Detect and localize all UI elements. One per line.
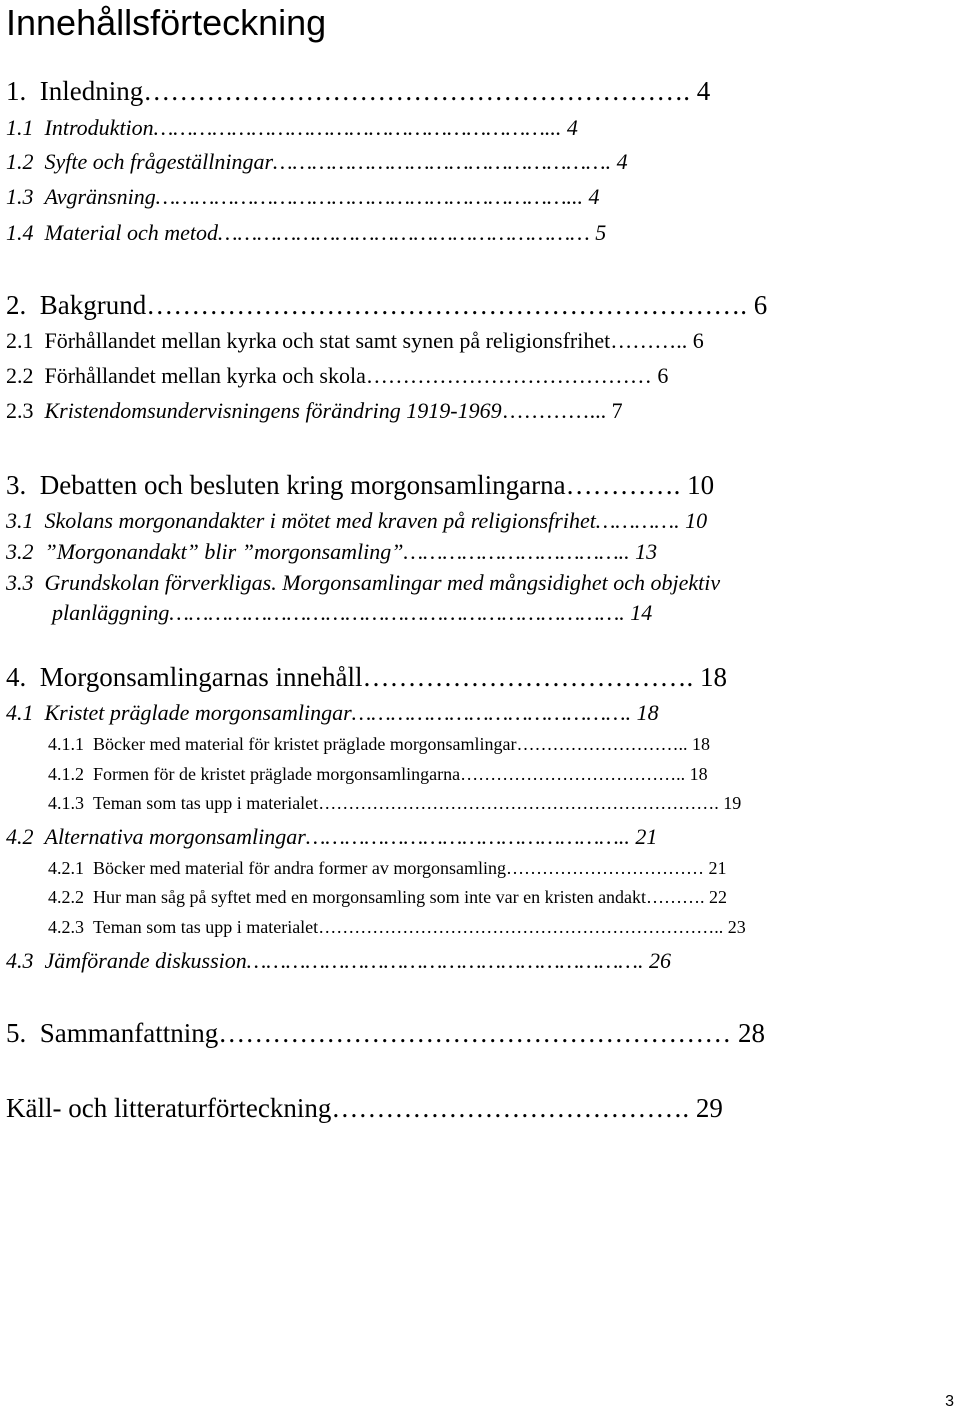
- toc-number: 2.3: [6, 398, 34, 423]
- toc-entry-4-1-3[interactable]: [48, 793, 741, 814]
- toc-title: Förhållandet mellan kyrka och stat samt synen på religionsfrihet: [44, 328, 611, 353]
- toc-page: . 10: [674, 508, 708, 533]
- toc-number: 4.2.2: [48, 887, 84, 907]
- toc-dots: …………………………………………………………: [318, 917, 715, 937]
- toc-title: Syfte och frågeställningar: [44, 149, 274, 174]
- toc-page: . 4: [683, 76, 711, 106]
- toc-entry-3[interactable]: [6, 470, 714, 501]
- toc-title: Käll- och litteraturförteckning: [6, 1093, 332, 1123]
- toc-entry-3-3-cont[interactable]: [52, 600, 652, 625]
- toc-entry-4-2-3[interactable]: [48, 917, 746, 938]
- toc-entry-4-2-1[interactable]: [48, 858, 727, 879]
- toc-number: 4.3: [6, 948, 34, 973]
- toc-number: 1.4: [6, 220, 34, 245]
- toc-number: 3.2: [6, 539, 34, 564]
- toc-page: . 4: [605, 149, 628, 174]
- toc-title: Teman som tas upp i materialet: [93, 793, 319, 813]
- toc-page: . 22: [700, 887, 728, 907]
- toc-entry-2-3[interactable]: [6, 398, 623, 423]
- toc-number: 4.1: [6, 700, 34, 725]
- toc-page: ... 7: [589, 398, 623, 423]
- toc-entry-2-1[interactable]: [6, 328, 704, 353]
- toc-entry-5[interactable]: [6, 1018, 765, 1049]
- toc-entry-3-3[interactable]: [6, 570, 720, 595]
- toc-entry-3-2[interactable]: [6, 539, 657, 564]
- toc-number: 3.1: [6, 508, 34, 533]
- toc-title: Material och metod: [44, 220, 219, 245]
- toc-entry-4[interactable]: [6, 662, 727, 693]
- toc-page: .. 21: [618, 824, 658, 849]
- toc-page: ... 4: [566, 184, 600, 209]
- toc-dots: ……………………………………………………: [246, 948, 638, 973]
- toc-number: 1.: [6, 76, 27, 106]
- toc-entry-4-2-2[interactable]: [48, 887, 727, 908]
- toc-dots: ………………………: [516, 734, 679, 754]
- toc-dots: ……………………………………………………: [143, 76, 684, 106]
- toc-number: 5.: [6, 1018, 27, 1048]
- toc-dots: ………………………………: [362, 662, 687, 692]
- toc-entry-4-1[interactable]: [6, 700, 659, 725]
- toc-entry-2[interactable]: [6, 290, 767, 321]
- toc-entry-bibliography[interactable]: [6, 1093, 723, 1124]
- toc-entry-4-3[interactable]: [6, 948, 671, 973]
- toc-entry-4-2[interactable]: [6, 824, 657, 849]
- toc-page: . 14: [619, 600, 653, 625]
- toc-title: Morgonsamlingarnas innehåll: [39, 662, 363, 692]
- toc-title: Introduktion: [44, 115, 154, 140]
- toc-entry-1-3[interactable]: [6, 184, 600, 209]
- toc-dots: …………………………………: [365, 363, 652, 388]
- toc-title: Teman som tas upp i materialet: [93, 917, 319, 937]
- toc-number: 2.1: [6, 328, 34, 353]
- toc-entry-2-2[interactable]: [6, 363, 668, 388]
- toc-entry-4-1-1[interactable]: [48, 734, 710, 755]
- toc-dots: ……………………………: [506, 858, 705, 878]
- toc-title: Förhållandet mellan kyrka och skola: [44, 363, 366, 388]
- toc-page: ... 4: [544, 115, 578, 140]
- toc-dots: …………………………………………………: [218, 1018, 732, 1048]
- toc-page: . 18: [686, 662, 727, 692]
- toc-number: 1.3: [6, 184, 34, 209]
- toc-page: .. 18: [678, 734, 711, 754]
- toc-page: 6: [651, 363, 669, 388]
- toc-title: Jämförande diskussion: [44, 948, 247, 973]
- toc-number: 4.1.3: [48, 793, 84, 813]
- toc-dots: ……………………………………………………: [153, 115, 545, 140]
- toc-entry-1[interactable]: [6, 76, 710, 107]
- toc-title: Böcker med material för kristet präglade morgonsamlingar: [93, 734, 517, 754]
- toc-dots: ……………………………: [403, 539, 619, 564]
- toc-number: 4.2: [6, 824, 34, 849]
- toc-entry-1-1[interactable]: [6, 115, 578, 140]
- toc-title: Kristendomsundervisningens förändring 1919-1969: [44, 398, 502, 423]
- toc-title: Grundskolan förverkligas. Morgonsamlingar med mångsidighet och objektiv: [44, 570, 721, 595]
- toc-dots: ……………………………………………………………: [169, 600, 620, 625]
- toc-title: Kristet präglade morgonsamlingar: [44, 700, 352, 725]
- toc-dots: ………………………………: [460, 764, 677, 784]
- toc-page: 28: [731, 1018, 765, 1048]
- toc-number: 4.1.2: [48, 764, 84, 784]
- toc-page: . 10: [673, 470, 715, 500]
- toc-dots: …………………………………………………………: [318, 793, 715, 813]
- toc-entry-1-2[interactable]: [6, 149, 628, 174]
- page-number: 3: [945, 1393, 954, 1410]
- toc-dots: ………: [610, 328, 677, 353]
- toc-dots: ……………………………………: [351, 700, 626, 725]
- toc-title: Hur man såg på syftet med en morgonsamling som inte var en kristen andakt: [93, 887, 647, 907]
- toc-dots: …………………………………: [331, 1093, 683, 1123]
- toc-page: . 6: [740, 290, 768, 320]
- toc-page: 21: [704, 858, 727, 878]
- toc-title: Böcker med material för andra former av morgonsamling: [93, 858, 507, 878]
- toc-title: Sammanfattning: [39, 1018, 219, 1048]
- toc-page: .. 13: [618, 539, 658, 564]
- toc-entry-3-1[interactable]: [6, 508, 707, 533]
- toc-page: 5: [589, 220, 607, 245]
- toc-number: 4.: [6, 662, 27, 692]
- toc-dots: …………………………………………………………: [146, 290, 741, 320]
- toc-page: . 19: [714, 793, 742, 813]
- toc-title: planläggning: [52, 600, 170, 625]
- toc-dots: …………: [595, 508, 675, 533]
- toc-dots: ………………………………………………………: [155, 184, 567, 209]
- toc-page: . 29: [682, 1093, 723, 1123]
- toc-title: ”Morgonandakt” blir ”morgonsamling”: [44, 539, 404, 564]
- toc-number: 4.1.1: [48, 734, 84, 754]
- page-title: Innehållsförteckning: [6, 2, 327, 43]
- toc-dots: ……………………………………………: [273, 149, 606, 174]
- toc-number: 3.3: [6, 570, 34, 595]
- toc-title: Avgränsning: [44, 184, 156, 209]
- toc-number: 1.1: [6, 115, 34, 140]
- toc-title: Bakgrund: [39, 290, 147, 320]
- toc-title: Alternativa morgonsamlingar: [44, 824, 306, 849]
- toc-title: Skolans morgonandakter i mötet med kraven på religionsfrihet: [44, 508, 596, 533]
- toc-dots: ………: [646, 887, 701, 907]
- toc-number: 4.2.3: [48, 917, 84, 937]
- toc-page: . 26: [638, 948, 671, 973]
- toc-dots: …………………………………………………: [218, 220, 590, 245]
- toc-number: 2.: [6, 290, 27, 320]
- toc-dots: …………: [565, 470, 674, 500]
- toc-title: Inledning: [39, 76, 144, 106]
- toc-page: .. 23: [714, 917, 746, 937]
- toc-entry-4-1-2[interactable]: [48, 764, 708, 785]
- toc-number: 4.2.1: [48, 858, 84, 878]
- toc-page: . 18: [625, 700, 659, 725]
- toc-dots: …………………………………………: [305, 824, 619, 849]
- toc-title: Debatten och besluten kring morgonsamlingarna: [39, 470, 566, 500]
- toc-title: Formen för de kristet präglade morgonsamlingarna: [93, 764, 461, 784]
- toc-number: 1.2: [6, 149, 34, 174]
- toc-dots: …………: [501, 398, 590, 423]
- toc-entry-1-4[interactable]: [6, 220, 606, 245]
- toc-number: 3.: [6, 470, 27, 500]
- toc-page: .. 18: [676, 764, 708, 784]
- toc-number: 2.2: [6, 363, 34, 388]
- toc-page: .. 6: [676, 328, 704, 353]
